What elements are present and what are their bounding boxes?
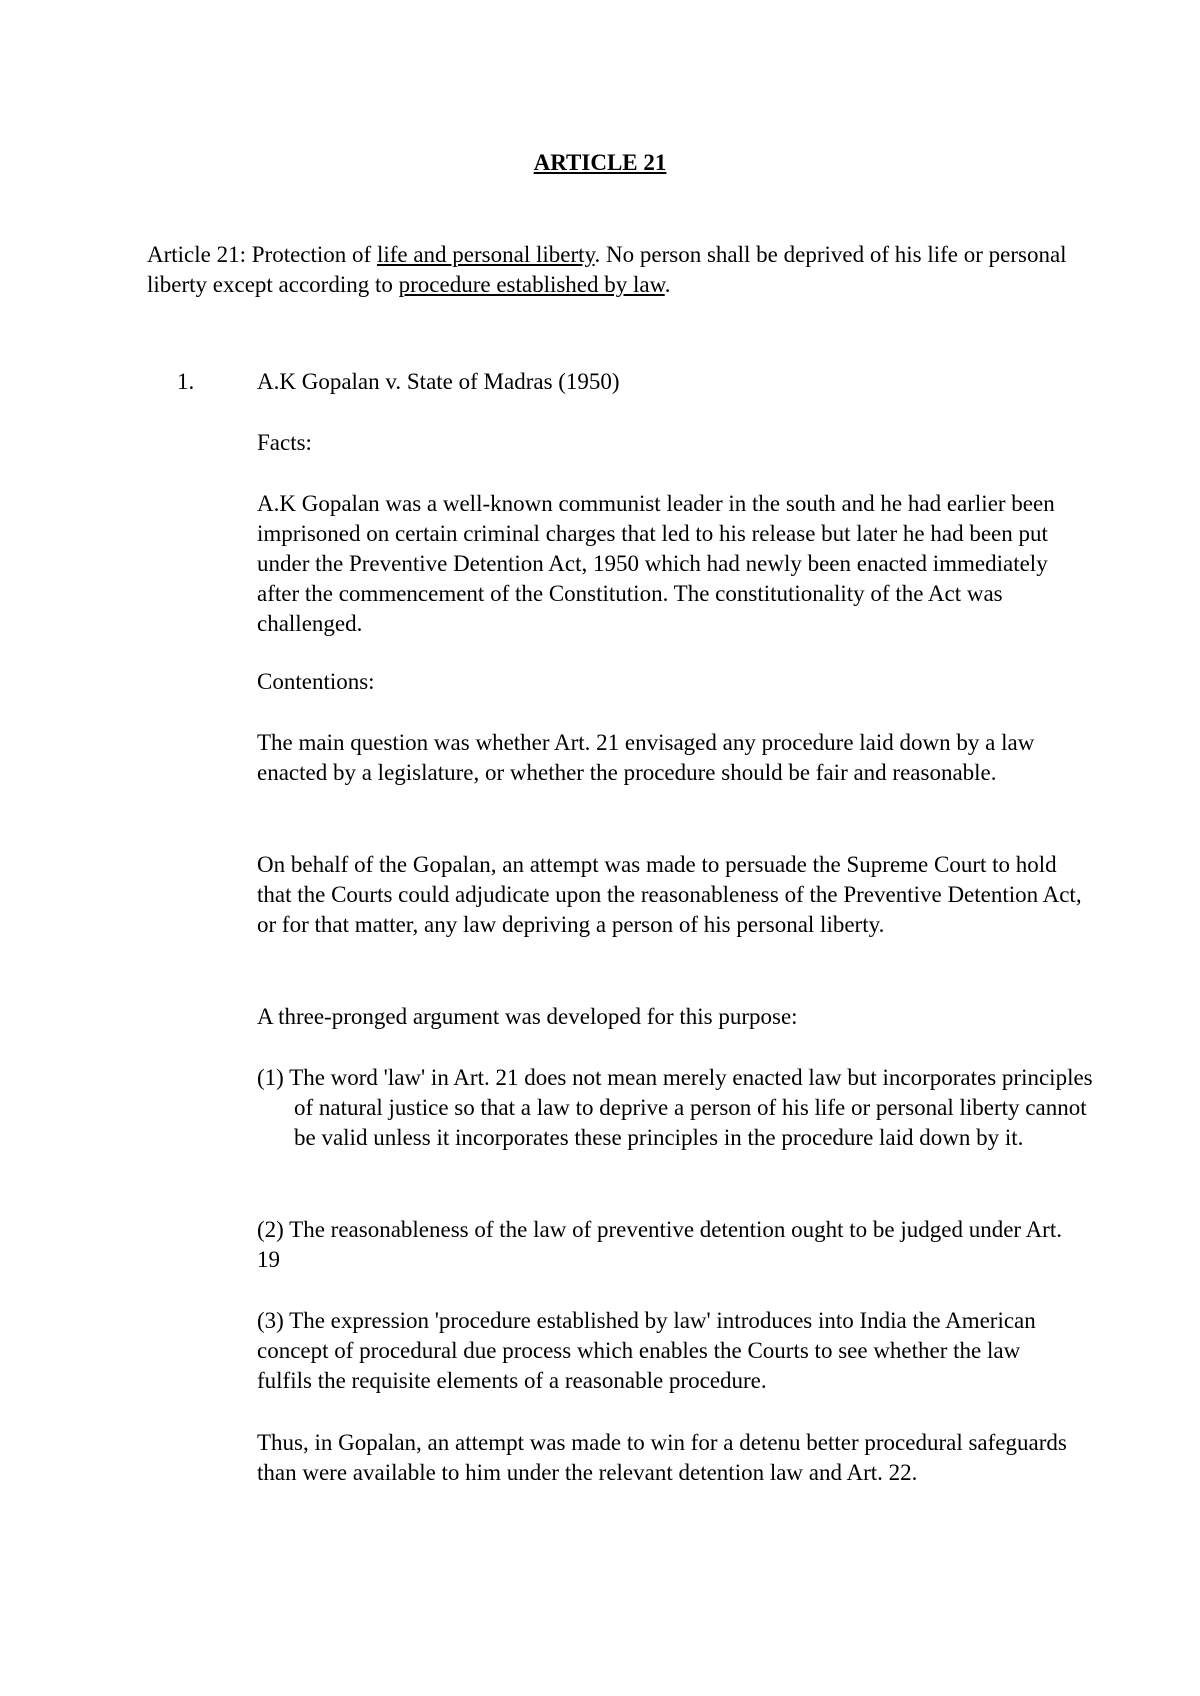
contentions-paragraph-2: On behalf of the Gopalan, an attempt was made to persuade the Supreme Court to hold that the Courts could adjudicate upon the reasonableness of the Preventive Detention Act, or for that matter, any law depriving a person of his personal liberty. — [257, 852, 1082, 937]
contentions-heading: Contentions: — [257, 669, 375, 694]
page-title: ARTICLE 21 — [533, 150, 667, 175]
case-title: A.K Gopalan v. State of Madras (1950) — [257, 369, 620, 394]
life-and-liberty-phrase: life and personal liberty — [376, 242, 595, 267]
contentions-paragraph-1: The main question was whether Art. 21 envisaged any procedure laid down by a law enacted by a legislature, or whether the procedure should be fair and reasonable. — [257, 730, 1035, 785]
argument-intro: A three-pronged argument was developed for this purpose: — [257, 1004, 798, 1029]
facts-paragraph: A.K Gopalan was a well-known communist leader in the south and he had earlier been imprisoned on certain criminal charges that led to his release but later he had been put under the Preventive Detention Act, 1950 which had newly been enacted immediately after the commencement of the Constitution. The constitutionality of the Act was challenged. — [257, 491, 1055, 636]
conclusion-paragraph: Thus, in Gopalan, an attempt was made to win for a detenu better procedural safeguards than were available to him under the relevant detention law and Art. 22. — [257, 1430, 1067, 1485]
article-text-prefix: Article 21: Protection of — [147, 242, 377, 267]
argument-item-3: (3) The expression 'procedure established by law' introduces into India the American concept of procedural due process which enables the Courts to see whether the law fulfils the requisite elements of a reasonable procedure. — [257, 1308, 1036, 1393]
article-text — [147, 240, 1067, 300]
argument-item-2: (2) The reasonableness of the law of preventive detention ought to be judged under Art. 19 — [257, 1217, 1062, 1272]
procedure-phrase: procedure established by law — [398, 272, 665, 297]
facts-heading: Facts: — [257, 430, 312, 455]
article-text-suffix: . — [664, 272, 671, 297]
argument-item-1: (1) The word 'law' in Art. 21 does not mean merely enacted law but incorporates principles of natural justice so that a law to deprive a person of his life or personal liberty cannot be valid unless it incorporates these principles in the procedure laid down by it. — [257, 1065, 1093, 1150]
case-number: 1. — [177, 369, 195, 394]
article-text-middle: . No person shall be deprived of his life or personal liberty except according to — [147, 242, 1067, 297]
